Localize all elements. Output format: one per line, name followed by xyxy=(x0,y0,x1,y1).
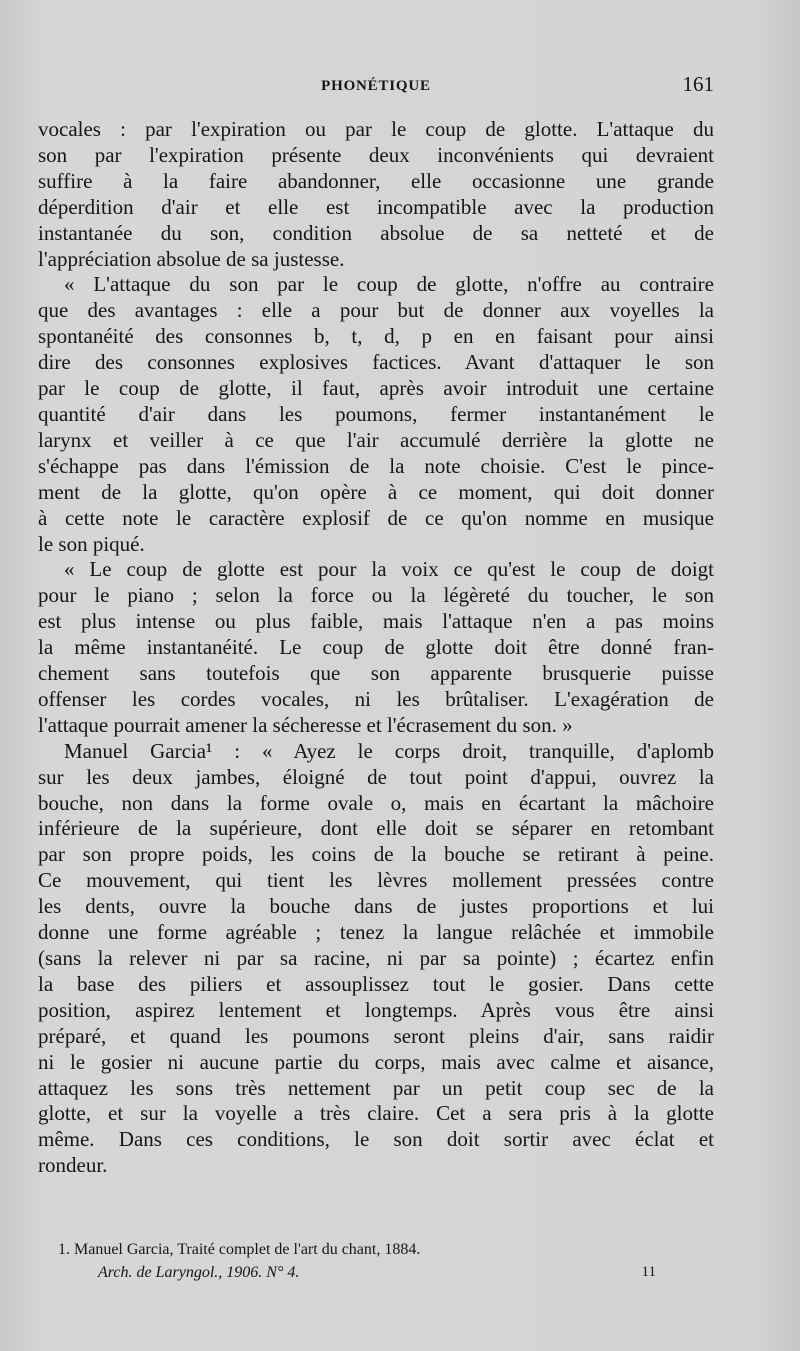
text-line: glotte, et sur la voyelle a très claire. Cet a sera pris à la glotte xyxy=(38,1101,714,1126)
text-line: ni le gosier ni aucune partie du corps, mais avec calme et aisance, xyxy=(38,1049,714,1074)
text-line: position, aspirez lentement et longtemps. Après vous être ainsi xyxy=(38,997,714,1022)
text-line: vocales : par l'expiration ou par le coup de glotte. L'attaque du xyxy=(38,117,714,141)
text-line: inférieure de la supérieure, dont elle doit se séparer en retombant xyxy=(38,816,714,841)
text-line: « L'attaque du son par le coup de glotte, n'offre au contraire xyxy=(64,272,714,297)
text-line: dire des consonnes explosives factices. Avant d'attaquer le son xyxy=(38,350,714,375)
text-line: l'attaque pourrait amener la sécheresse et l'écrasement du son. » xyxy=(38,712,573,737)
signature-mark: 11 xyxy=(641,1264,656,1280)
text-line: offenser les cordes vocales, ni les brûtaliser. L'exagération de xyxy=(38,686,714,711)
text-line: chement sans toutefois que son apparente brusquerie puisse xyxy=(38,661,714,686)
footnotes xyxy=(58,1238,678,1284)
text-line: quantité d'air dans les poumons, fermer instantanément le xyxy=(38,401,714,426)
text-line: même. Dans ces conditions, le son doit sortir avec éclat et xyxy=(38,1127,714,1152)
text-line: spontanéité des consonnes b, t, d, p en en faisant pour ainsi xyxy=(38,324,714,349)
text-line: par le coup de glotte, il faut, après avoir introduit une certaine xyxy=(38,376,714,401)
text-line: attaquez les sons très nettement par un petit coup sec de la xyxy=(38,1075,714,1100)
text-line: la même instantanéité. Le coup de glotte doit être donné fran- xyxy=(38,635,714,660)
text-line: ment de la glotte, qu'on opère à ce moment, qui doit donner xyxy=(38,479,714,504)
text-line: par son propre poids, les coins de la bouche se retirant à peine. xyxy=(38,842,714,867)
text-line: s'échappe pas dans l'émission de la note choisie. C'est le pince- xyxy=(38,453,714,478)
running-head: PHONÉTIQUE xyxy=(321,78,431,94)
body-text xyxy=(38,117,714,1179)
text-line: son par l'expiration présente deux inconvénients qui devraient xyxy=(38,142,714,167)
text-line: larynx et veiller à ce que l'air accumulé derrière la glotte ne xyxy=(38,427,714,452)
page-header xyxy=(38,72,714,106)
text-line: Manuel Garcia¹ : « Ayez le corps droit, tranquille, d'aplomb xyxy=(64,738,714,763)
text-line: (sans la relever ni par sa racine, ni par sa pointe) ; écartez enfin xyxy=(38,946,714,970)
text-line: « Le coup de glotte est pour la voix ce qu'est le coup de doigt xyxy=(64,557,714,582)
text-line: sur les deux jambes, éloigné de tout point d'appui, ouvrez la xyxy=(38,764,714,789)
text-line: les dents, ouvre la bouche dans de justes proportions et lui xyxy=(38,894,714,919)
text-line: déperdition d'air et elle est incompatible avec la production xyxy=(38,194,714,219)
text-line: préparé, et quand les poumons seront pleins d'air, sans raidir xyxy=(38,1023,714,1048)
text-line: donne une forme agréable ; tenez la langue relâchée et immobile xyxy=(38,920,714,945)
text-line: est plus intense ou plus faible, mais l'attaque n'en a pas moins xyxy=(38,609,714,634)
text-line: rondeur. xyxy=(38,1153,108,1178)
text-line: l'appréciation absolue de sa justesse. xyxy=(38,246,345,271)
text-line: instantanée du son, condition absolue de sa netteté et de xyxy=(38,220,714,245)
journal-reference: Arch. de Laryngol., 1906. N° 4. xyxy=(98,1264,300,1281)
text-line: que des avantages : elle a pour but de donner aux voyelles la xyxy=(38,298,714,323)
text-line: à cette note le caractère explosif de ce qu'on nomme en musique xyxy=(38,505,714,530)
page-number: 161 xyxy=(682,72,714,96)
text-line: le son piqué. xyxy=(38,531,145,556)
text-line: suffire à la faire abandonner, elle occasionne une grande xyxy=(38,168,714,193)
text-line: pour le piano ; selon la force ou la légèreté du toucher, le son xyxy=(38,583,714,608)
footnote-1: 1. Manuel Garcia, Traité complet de l'art du chant, 1884. xyxy=(58,1241,421,1258)
text-line: Ce mouvement, qui tient les lèvres mollement pressées contre xyxy=(38,868,714,893)
text-line: la base des piliers et assouplissez tout le gosier. Dans cette xyxy=(38,971,714,996)
text-line: bouche, non dans la forme ovale o, mais en écartant la mâchoire xyxy=(38,790,714,815)
